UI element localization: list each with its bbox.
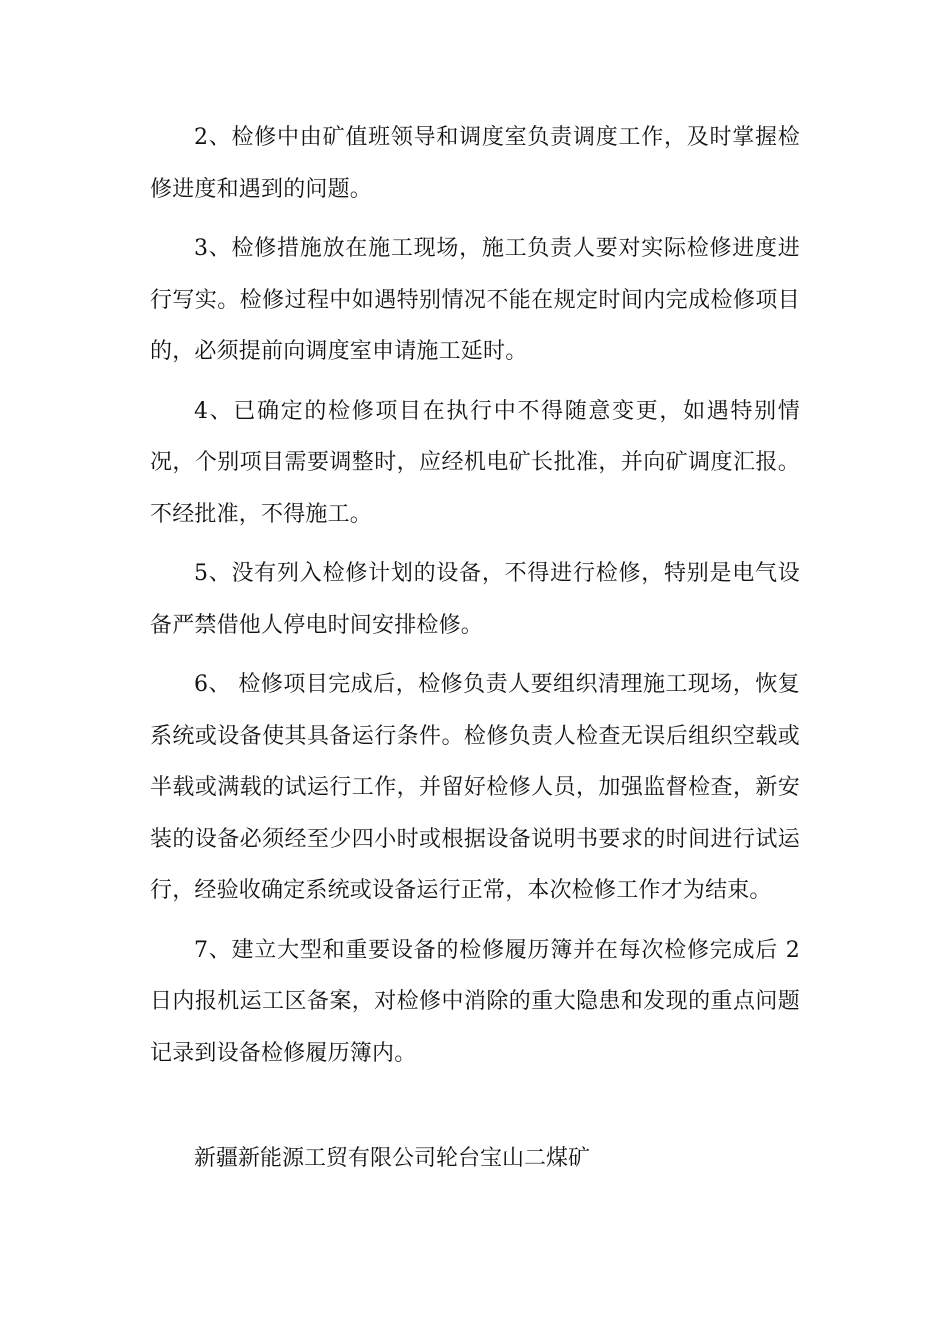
company-signature: 新疆新能源工贸有限公司轮台宝山二煤矿 bbox=[194, 1146, 591, 1171]
paragraph-item-2: 2、检修中由矿值班领导和调度室负责调度工作，及时掌握检修进度和遇到的问题。 bbox=[150, 125, 800, 202]
document-body bbox=[150, 112, 800, 1087]
paragraph-item-5: 5、没有列入检修计划的设备，不得进行检修，特别是电气设备严禁借他人停电时间安排检修。 bbox=[150, 561, 800, 638]
paragraph-item-7: 7、建立大型和重要设备的检修履历簿并在每次检修完成后 2 日内报机运工区备案，对检修中消除的重大隐患和发现的重点问题记录到设备检修履历簿内。 bbox=[150, 937, 800, 1066]
paragraph-item-6: 6、 检修项目完成后，检修负责人要组织清理施工现场，恢复系统或设备使其具备运行条件。检修负责人检查无误后组织空载或半载或满载的试运行工作，并留好检修人员，加强监督检查，新安装的设备必须经至少四小时或根据设备说明书要求的时间进行试运行，经验收确定系统或设备运行正常，本次检修工作才为结束。 bbox=[150, 672, 800, 903]
paragraph-item-3: 3、检修措施放在施工现场，施工负责人要对实际检修进度进行写实。检修过程中如遇特别情况不能在规定时间内完成检修项目的，必须提前向调度室申请施工延时。 bbox=[150, 236, 800, 364]
paragraph-item-4: 4、已确定的检修项目在执行中不得随意变更，如遇特别情况，个别项目需要调整时，应经机电矿长批准，并向矿调度汇报。不经批准，不得施工。 bbox=[150, 398, 800, 527]
